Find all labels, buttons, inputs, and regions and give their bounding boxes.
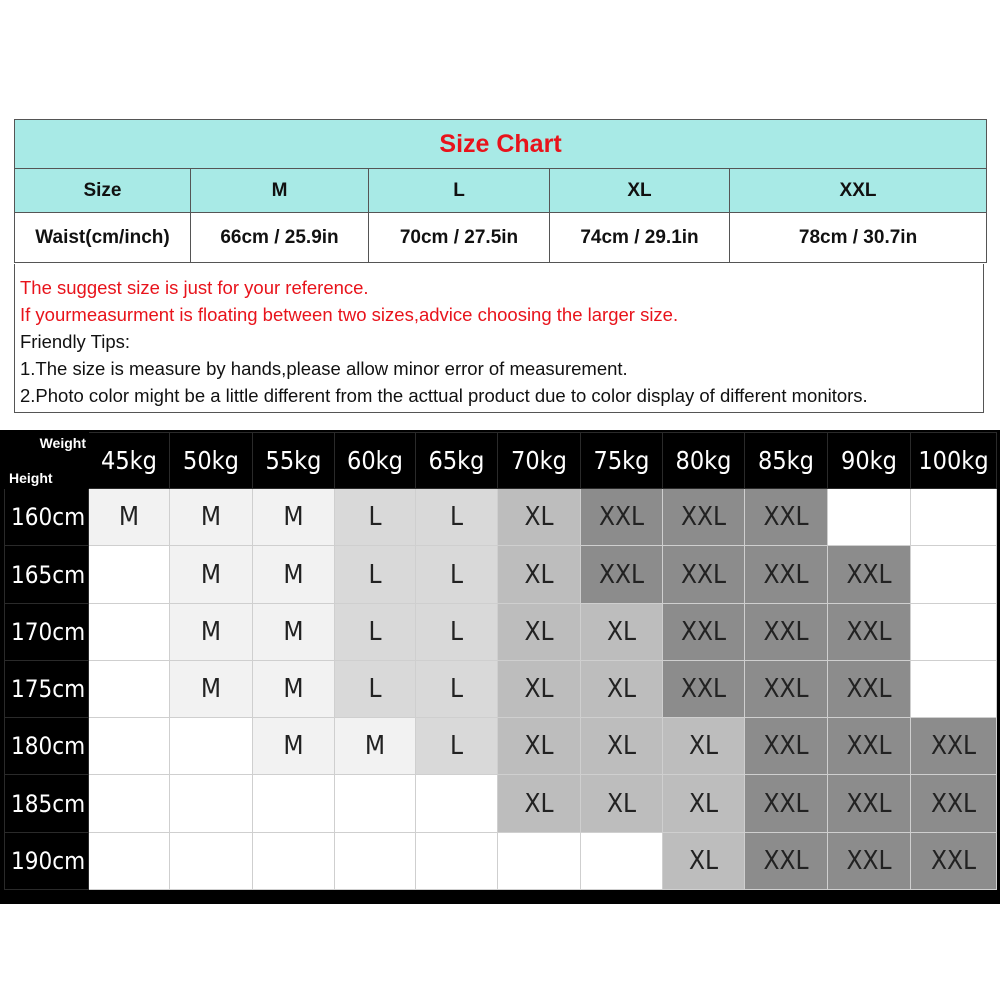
size-header-label: Size (15, 169, 191, 213)
size-cell: XL (581, 660, 663, 717)
size-cell: L (416, 489, 498, 546)
size-cell: M (170, 489, 253, 546)
height-header: 170cm (5, 603, 89, 660)
size-chart-title: Size Chart (15, 120, 987, 169)
grid-row (5, 775, 997, 832)
size-cell: L (335, 660, 416, 717)
size-cell: M (253, 546, 335, 603)
grid-header-row (5, 433, 997, 489)
size-cell: XXL (663, 660, 745, 717)
size-cell: XXL (745, 546, 828, 603)
size-cell: L (335, 603, 416, 660)
bottom-margin (0, 904, 1000, 1000)
size-cell (89, 718, 170, 775)
size-cell (170, 832, 253, 889)
size-cell: XXL (828, 775, 911, 832)
weight-header: 50kg (170, 433, 253, 489)
grid-row (5, 832, 997, 889)
size-cell (335, 832, 416, 889)
size-cell: XXL (911, 718, 997, 775)
grid-row (5, 489, 997, 546)
size-cell: M (170, 603, 253, 660)
size-cell (828, 489, 911, 546)
tip-color: 2.Photo color might be a little different from the acttual product due to color display of different monitors. (20, 385, 868, 406)
waist-l: 70cm / 27.5in (369, 213, 550, 263)
weight-header: 65kg (416, 433, 498, 489)
size-cell: XL (498, 660, 581, 717)
grid-row (5, 546, 997, 603)
size-cell (253, 832, 335, 889)
waist-row-label: Waist(cm/inch) (15, 213, 191, 263)
size-cell: XXL (663, 603, 745, 660)
size-cell: XXL (745, 775, 828, 832)
size-cell: L (416, 546, 498, 603)
size-cell: M (89, 489, 170, 546)
size-grid-table (4, 432, 997, 890)
size-cell: L (416, 718, 498, 775)
size-cell: M (335, 718, 416, 775)
height-header: 160cm (5, 489, 89, 546)
tip-measurement: 1.The size is measure by hands,please allow minor error of measurement. (20, 358, 628, 379)
size-cell: L (335, 489, 416, 546)
weight-header: 60kg (335, 433, 416, 489)
grid-row (5, 718, 997, 775)
size-cell (911, 546, 997, 603)
height-header: 165cm (5, 546, 89, 603)
size-cell: M (253, 489, 335, 546)
size-cell: XXL (828, 718, 911, 775)
size-cell (911, 660, 997, 717)
size-cell: XXL (663, 546, 745, 603)
weight-axis-label: Weight (39, 435, 86, 451)
size-cell: XXL (828, 546, 911, 603)
size-cell: XXL (828, 832, 911, 889)
weight-header: 85kg (745, 433, 828, 489)
size-cell: L (416, 660, 498, 717)
size-cell (89, 660, 170, 717)
notes-box (14, 264, 984, 413)
size-cell: XXL (828, 660, 911, 717)
size-cell (581, 832, 663, 889)
size-cell: M (253, 718, 335, 775)
weight-header: 90kg (828, 433, 911, 489)
size-cell: XXL (663, 489, 745, 546)
size-cell (89, 775, 170, 832)
size-cell: XL (581, 718, 663, 775)
weight-header: 80kg (663, 433, 745, 489)
height-axis-label: Height (9, 470, 53, 487)
grid-row (5, 603, 997, 660)
size-cell: M (253, 660, 335, 717)
size-cell: XL (581, 775, 663, 832)
size-cell: XL (663, 718, 745, 775)
height-header: 190cm (5, 832, 89, 889)
weight-height-grid (0, 430, 1000, 904)
weight-header: 100kg (911, 433, 997, 489)
grid-corner (5, 433, 89, 489)
size-cell: XL (498, 718, 581, 775)
note-larger-size: If yourmeasurment is floating between two sizes,advice choosing the larger size. (20, 304, 679, 325)
size-cell: XXL (581, 546, 663, 603)
size-header-xl: XL (550, 169, 730, 213)
size-cell: XL (498, 489, 581, 546)
size-cell: XXL (745, 660, 828, 717)
size-cell (170, 775, 253, 832)
note-reference: The suggest size is just for your reference. (20, 277, 369, 298)
height-header: 175cm (5, 660, 89, 717)
waist-xxl: 78cm / 30.7in (730, 213, 987, 263)
size-cell: XXL (745, 603, 828, 660)
weight-header: 75kg (581, 433, 663, 489)
weight-header: 70kg (498, 433, 581, 489)
size-cell (911, 603, 997, 660)
size-cell: L (416, 603, 498, 660)
size-cell (416, 775, 498, 832)
size-cell: M (170, 546, 253, 603)
size-header-xxl: XXL (730, 169, 987, 213)
size-cell: XXL (745, 832, 828, 889)
size-cell: XL (663, 775, 745, 832)
size-cell (170, 718, 253, 775)
size-cell: XL (498, 775, 581, 832)
size-header-m: M (191, 169, 369, 213)
size-header-l: L (369, 169, 550, 213)
size-cell: XL (663, 832, 745, 889)
size-cell (911, 489, 997, 546)
size-cell (89, 832, 170, 889)
size-cell (416, 832, 498, 889)
tips-title: Friendly Tips: (20, 331, 131, 352)
size-cell: XXL (911, 775, 997, 832)
grid-row (5, 660, 997, 717)
size-cell (89, 603, 170, 660)
waist-m: 66cm / 25.9in (191, 213, 369, 263)
height-header: 185cm (5, 775, 89, 832)
size-cell (253, 775, 335, 832)
size-chart-table (14, 119, 987, 263)
size-cell: M (170, 660, 253, 717)
size-cell: L (335, 546, 416, 603)
size-cell: M (253, 603, 335, 660)
size-cell: XXL (581, 489, 663, 546)
waist-xl: 74cm / 29.1in (550, 213, 730, 263)
size-cell: XXL (745, 489, 828, 546)
size-cell: XL (581, 603, 663, 660)
size-cell: XXL (828, 603, 911, 660)
size-cell: XXL (745, 718, 828, 775)
size-cell: XL (498, 546, 581, 603)
size-cell (89, 546, 170, 603)
size-cell (498, 832, 581, 889)
size-cell: XL (498, 603, 581, 660)
weight-header: 55kg (253, 433, 335, 489)
size-cell (335, 775, 416, 832)
weight-header: 45kg (89, 433, 170, 489)
size-cell: XXL (911, 832, 997, 889)
height-header: 180cm (5, 718, 89, 775)
